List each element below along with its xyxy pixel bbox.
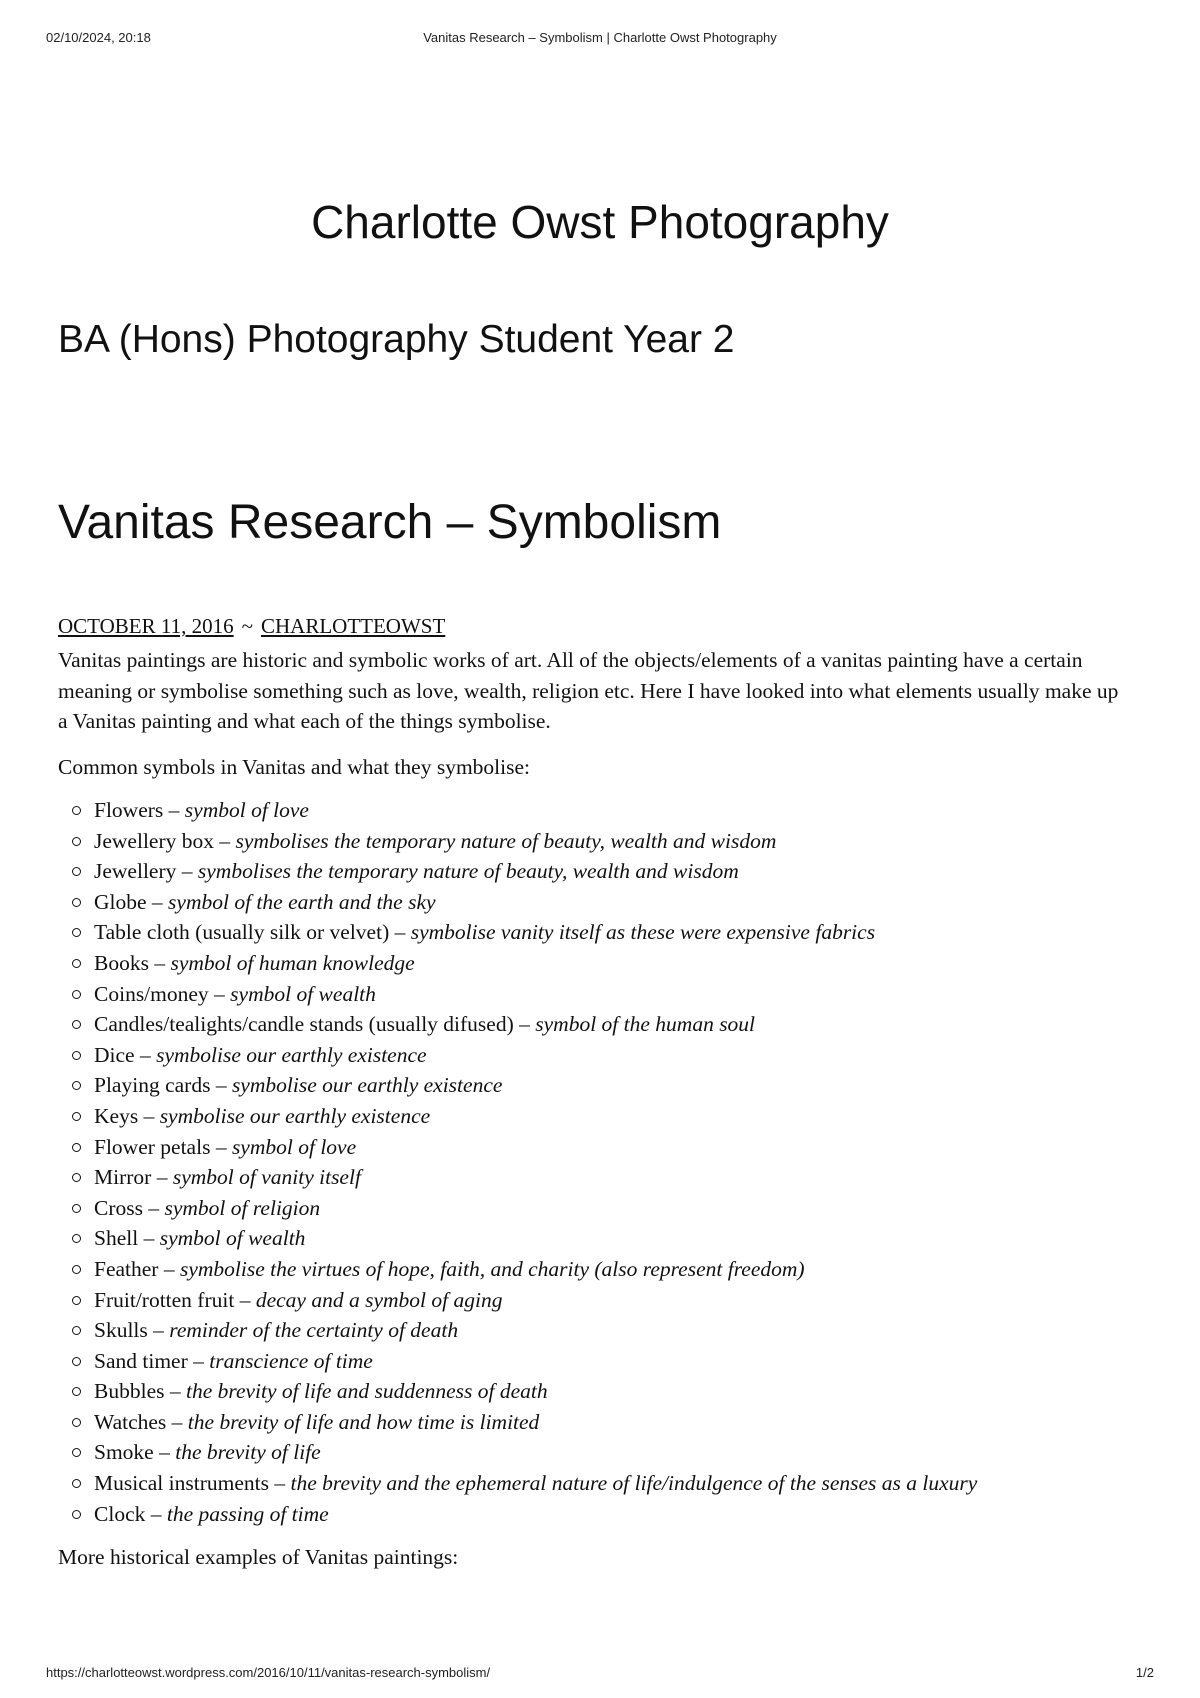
list-item [94,948,1128,979]
list-item [94,1285,1128,1316]
symbol-name: Dice [94,1042,135,1067]
symbol-name: Candles/tealights/candle stands (usually difused) [94,1012,514,1037]
print-page-number: 1/2 [1135,1665,1154,1680]
symbol-dash: – [219,828,231,853]
symbol-name: Mirror [94,1165,152,1190]
symbol-name: Feather [94,1256,159,1281]
symbol-meaning: symbolise our earthly existence [156,1042,427,1067]
list-item [94,1162,1128,1193]
symbols-list [58,795,1128,1529]
symbol-name: Sand timer [94,1348,188,1373]
symbol-meaning: symbol of the human soul [535,1012,756,1037]
list-item [94,795,1128,826]
bullet-icon [72,1479,81,1488]
bullet-icon [72,990,81,999]
symbol-dash: – [159,1440,170,1465]
bullet-icon [72,867,81,876]
list-item [94,1009,1128,1040]
symbol-name: Playing cards [94,1073,211,1098]
bullet-icon [72,898,81,907]
bullet-icon [72,806,81,815]
symbol-meaning: the brevity of life and suddenness of death [185,1379,548,1404]
print-document-title: Vanitas Research – Symbolism | Charlotte Owst Photography [423,30,777,45]
symbol-dash: – [156,1165,168,1190]
bullet-icon [72,1448,81,1457]
symbol-meaning: symbol of human knowledge [170,950,415,975]
symbol-dash: – [148,1195,160,1220]
symbol-dash: – [274,1471,286,1496]
site-tagline: BA (Hons) Photography Student Year 2 [58,318,735,361]
symbol-meaning: symbolise our earthly existence [231,1073,503,1098]
symbol-name: Skulls [94,1318,148,1343]
symbol-dash: – [154,950,166,975]
symbol-name: Table cloth (usually silk or velvet) [94,920,390,945]
symbol-meaning: the passing of time [166,1501,329,1526]
symbol-dash: – [215,1073,227,1098]
bullet-icon [72,1357,81,1366]
symbol-name: Jewellery box [94,828,215,853]
symbol-dash: – [239,1287,251,1312]
symbol-dash: – [168,798,180,822]
bullet-icon [72,1051,81,1060]
post-date-link[interactable]: OCTOBER 11, 2016 [58,614,234,638]
symbol-dash: – [519,1012,530,1037]
bullet-icon [72,959,81,968]
print-footer [46,1665,1154,1685]
symbol-name: Clock [94,1501,146,1526]
more-examples-heading: More historical examples of Vanitas paintings: [58,1545,459,1570]
bullet-icon [72,928,81,937]
symbol-dash: – [214,981,225,1006]
bullet-icon [72,837,81,846]
symbol-dash: – [150,1501,162,1526]
symbol-meaning: symbol of wealth [159,1226,306,1251]
bullet-icon [72,1387,81,1396]
print-datetime: 02/10/2024, 20:18 [46,30,151,45]
bullet-icon [72,1418,81,1427]
bullet-icon [72,1510,81,1519]
bullet-icon [72,1081,81,1090]
symbol-name: Smoke [94,1440,154,1465]
list-item [94,887,1128,918]
list-item [94,1407,1128,1438]
symbol-meaning: the brevity and the ephemeral nature of life/indulgence of the senses as a luxury [290,1471,978,1496]
print-url: https://charlotteowst.wordpress.com/2016/10/11/vanitas-research-symbolism/ [46,1665,491,1680]
symbol-name: Globe [94,889,147,914]
symbol-dash: – [181,859,193,884]
bullet-icon [72,1143,81,1152]
symbol-meaning: the brevity of life [175,1440,321,1465]
symbol-name: Shell [94,1226,139,1251]
symbol-name: Bubbles [94,1379,165,1404]
bullet-icon [72,1234,81,1243]
post-content [58,645,1128,1573]
symbol-meaning: symbol of the earth and the sky [168,889,436,914]
list-item [94,1132,1128,1163]
bullet-icon [72,1020,81,1029]
list-item [94,979,1128,1010]
list-item [94,1315,1128,1346]
symbol-dash: – [143,1226,155,1251]
symbol-meaning: reminder of the certainty of death [169,1318,459,1343]
symbol-dash: – [143,1103,155,1128]
list-item [94,1468,1128,1499]
bullet-icon [72,1173,81,1182]
bullet-icon [72,1326,81,1335]
bullet-icon [72,1204,81,1213]
list-item [94,1437,1128,1468]
symbol-meaning: symbolise the virtues of hope, faith, and charity (also represent freedom) [179,1256,805,1281]
list-item [94,1254,1128,1285]
intro-paragraph: Vanitas paintings are historic and symbolic works of art. All of the objects/elements of a vanitas painting have a certain meaning or symbolise something such as love, wealth, religion etc. Here I have looked into what elements usually make up a Vanitas painting and what each of the things symbolise. [58,648,1119,733]
symbol-name: Keys [94,1103,139,1128]
symbols-list-heading: Common symbols in Vanitas and what they symbolise: [58,754,530,779]
symbol-dash: – [193,1348,204,1373]
symbol-name: Coins/money [94,981,209,1006]
bullet-icon [72,1265,81,1274]
list-item [94,826,1128,857]
symbol-name: Fruit/rotten fruit [94,1287,235,1312]
symbol-meaning: symbolises the temporary nature of beauty, wealth and wisdom [235,828,777,853]
symbol-meaning: decay and a symbol of aging [255,1287,503,1312]
print-header [46,30,1154,50]
list-item [94,1040,1128,1071]
list-item [94,1376,1128,1407]
symbol-dash: – [171,1409,183,1434]
symbol-dash: – [153,1318,164,1343]
symbol-meaning: the brevity of life and how time is limited [187,1409,540,1434]
symbol-dash: – [215,1134,227,1159]
symbol-dash: – [139,1042,151,1067]
post-title: Vanitas Research – Symbolism [58,496,722,549]
symbol-name: Flower petals [94,1134,211,1159]
symbol-meaning: symbolise vanity itself as these were expensive fabrics [410,920,876,945]
list-item [94,1193,1128,1224]
symbol-name: Musical instruments [94,1471,269,1496]
symbol-meaning: symbolise our earthly existence [159,1103,431,1128]
bullet-icon [72,1112,81,1121]
symbol-name: Flowers [94,798,164,822]
list-item [94,1070,1128,1101]
list-item [94,917,1128,948]
symbol-dash: – [151,889,163,914]
list-item [94,1223,1128,1254]
symbol-dash: – [394,920,406,945]
list-item [94,1101,1128,1132]
meta-separator: ~ [241,614,253,638]
symbol-meaning: symbol of wealth [230,981,376,1006]
symbol-meaning: transcience of time [209,1348,373,1373]
symbol-meaning: symbol of love [231,1134,357,1159]
symbol-name: Jewellery [94,859,177,884]
post-meta [58,614,445,639]
symbol-name: Cross [94,1195,143,1220]
symbol-meaning: symbol of vanity itself [172,1165,361,1190]
site-title[interactable]: Charlotte Owst Photography [311,196,889,248]
symbol-dash: – [169,1379,181,1404]
symbol-name: Watches [94,1409,167,1434]
symbol-dash: – [163,1256,175,1281]
bullet-icon [72,1296,81,1305]
symbol-meaning: symbol of love [184,798,309,822]
symbol-meaning: symbol of religion [164,1195,321,1220]
symbol-meaning: symbolises the temporary nature of beauty, wealth and wisdom [197,859,739,884]
list-item [94,1346,1128,1377]
post-author-link[interactable]: CHARLOTTEOWST [260,614,446,638]
list-item [94,1499,1128,1530]
list-item [94,856,1128,887]
symbol-name: Books [94,950,149,975]
